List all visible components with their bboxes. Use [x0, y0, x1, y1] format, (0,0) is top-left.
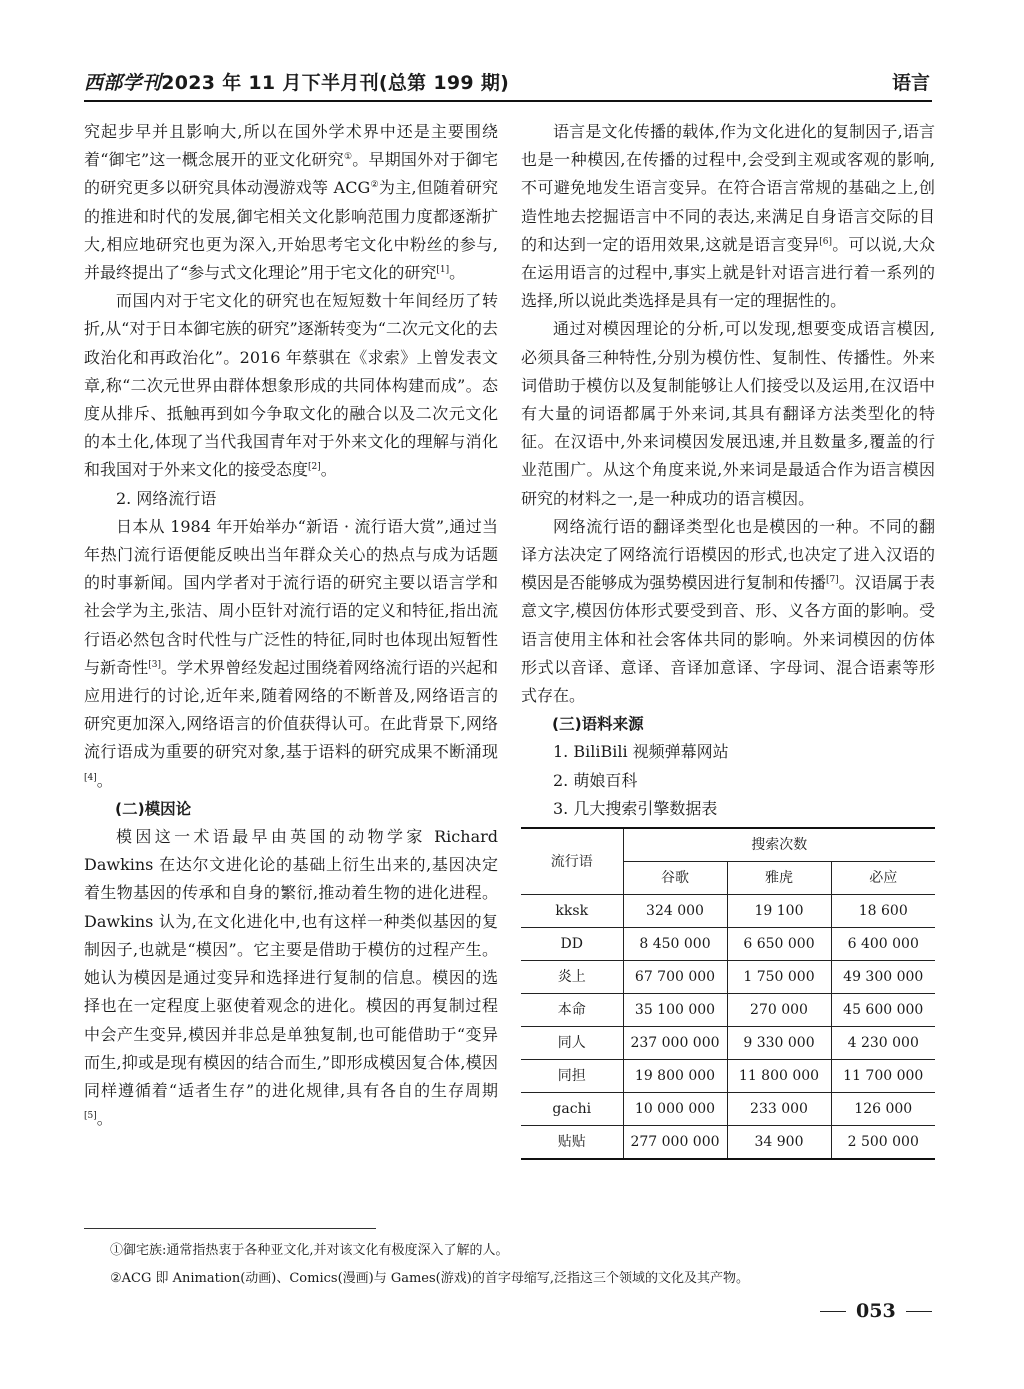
paragraph-text: 究起步早并且影响大,所以在国外学术界中还是主要围绕着“御宅”这一概念展开的亚文化研究 — [84, 122, 498, 170]
table-row — [521, 961, 935, 994]
cell-term: 本命 — [521, 994, 623, 1027]
cell-yahoo: 270 000 — [727, 994, 831, 1027]
table-row — [521, 895, 935, 928]
right-column — [521, 118, 935, 1160]
paragraph — [84, 823, 498, 1133]
table-row — [521, 1126, 935, 1160]
cell-google: 324 000 — [623, 895, 727, 928]
cell-bing: 126 000 — [831, 1093, 935, 1126]
paragraph-text: 日本从 1984 年开始举办“新语 · 流行语大赏”,通过当年热门流行语便能反映出当年群众关心的热点与成为话题的时事新闻。国内学者对于流行语的研究主要以语言学和社会学为主,张洁、周小臣针对流行语的定义和特征,指出流行语必然包含时代性与广泛性的特征,同时也体现出短暂性与新奇性 — [84, 516, 498, 677]
paragraph-text: 。 — [449, 263, 466, 283]
cell-google: 237 000 000 — [623, 1027, 727, 1060]
table-row — [521, 1027, 935, 1060]
cell-term: 贴贴 — [521, 1126, 623, 1160]
paragraph-text: 模因这一术语最早由英国的动物学家 Richard Dawkins 在达尔文进化论的基础上衍生出来的,基因决定着生物基因的传承和自身的繁衍,推动着生物的进化进程。Dawkins 认为,在文化进化中,也有这样一种类似基因的复制因子,也就是“模因”。它主要是借助于模仿的过程产生。她认为模因是通过变异和选择进行复制的信息。模因的选择也在一定程度上驱使着观念的进化。模因的再复制过程中会产生变异,模因并非总是单独复制,也可能借助于“变异而生,抑或是现有模因的结合而生,”即形成模因复合体,模因同样遵循着“适者生存”的进化规律,具有各自的生存周期 — [84, 827, 498, 1100]
cell-bing: 18 600 — [831, 895, 935, 928]
header-bing: 必应 — [831, 862, 935, 895]
subsection-heading: 2. 网络流行语 — [116, 488, 217, 508]
list-item: 3. 几大搜索引擎数据表 — [553, 798, 718, 818]
cell-google: 35 100 000 — [623, 994, 727, 1027]
page-number — [820, 1300, 950, 1322]
cell-bing: 49 300 000 — [831, 961, 935, 994]
paragraph-text: 。 — [320, 460, 337, 480]
section-heading: (三)语料来源 — [552, 715, 644, 734]
cell-google: 8 450 000 — [623, 928, 727, 961]
section-title: 语言 — [891, 72, 930, 94]
left-column — [84, 118, 498, 1133]
page-number-text: 053 — [856, 1300, 896, 1322]
footnote-divider — [84, 1228, 376, 1229]
table-row — [521, 928, 935, 961]
journal-logo: 西部学刊 — [84, 72, 162, 94]
citation: [3] — [148, 659, 161, 670]
paragraph-text: 而国内对于宅文化的研究也在短短数十年间经历了转折,从“对于日本御宅族的研究”逐渐转变为“二次元文化的去政治化和再政治化”。2016 年蔡骐在《求索》上曾发表文章,称“二次元世界由群体想象形成的共同体构建而成”。态度从排斥、抵触再到如今争取文化的融合以及二次元文化的本土化,体现了当代我国青年对于外来文化的理解与消化和我国对于外来文化的接受态度 — [84, 291, 498, 480]
citation: [5] — [84, 1111, 97, 1122]
paragraph-text: 。可以说,大众在运用语言的过程中,事实上就是针对语言进行着一系列的选择,所以说此类选择是具有一定的理据性的。 — [521, 234, 935, 311]
cell-yahoo: 19 100 — [727, 895, 831, 928]
dash-divider — [906, 1311, 932, 1312]
cell-google: 67 700 000 — [623, 961, 727, 994]
paragraph-text: 。 — [96, 1109, 113, 1129]
header-search-count: 搜索次数 — [623, 828, 935, 862]
footnote-marker: ② — [370, 180, 379, 191]
search-count-table-wrapper — [521, 827, 935, 1160]
cell-yahoo: 233 000 — [727, 1093, 831, 1126]
issue-info: 2023 年 11 月下半月刊(总第 199 期) — [161, 72, 510, 94]
cell-bing: 4 230 000 — [831, 1027, 935, 1060]
footnote-1: ①御宅族:通常指热衷于各种亚文化,并对该文化有极度深入了解的人。 — [110, 1243, 509, 1258]
paragraph-text: 语言是文化传播的载体,作为文化进化的复制因子,语言也是一种模因,在传播的过程中,会受到主观或客观的影响,不可避免地发生语言变异。在符合语言常规的基础之上,创造性地去挖掘语言中不同的表达,来满足自身语言交际的目的和达到一定的语用效果,这就是语言变异 — [521, 122, 935, 254]
paragraph — [521, 513, 935, 710]
paragraph — [84, 513, 498, 795]
cell-google: 277 000 000 — [623, 1126, 727, 1160]
cell-yahoo: 34 900 — [727, 1126, 831, 1160]
paragraph-text: 。 — [96, 770, 113, 790]
table-header-row — [521, 828, 935, 862]
cell-term: 炎上 — [521, 961, 623, 994]
running-header — [84, 66, 932, 102]
cell-yahoo: 1 750 000 — [727, 961, 831, 994]
cell-yahoo: 6 650 000 — [727, 928, 831, 961]
paragraph-text: 。早期国外对于御宅的研究更多以研究具体动漫游戏等 ACG — [84, 150, 498, 198]
cell-google: 10 000 000 — [623, 1093, 727, 1126]
cell-yahoo: 11 800 000 — [727, 1060, 831, 1093]
citation: [2] — [308, 462, 321, 473]
paragraph: 通过对模因理论的分析,可以发现,想要变成语言模因,必须具备三种特性,分别为模仿性、复制性、传播性。外来词借助于模仿以及复制能够让人们接受以及运用,在汉语中有大量的词语都属于外来词,其具有翻译方法类型化的特征。在汉语中,外来词模因发展迅速,并且数量多,覆盖的行业范围广。从这个角度来说,外来词是最适合作为语言模因研究的材料之一,是一种成功的语言模因。 — [521, 319, 935, 508]
table-row — [521, 1060, 935, 1093]
footnote-2: ②ACG 即 Animation(动画)、Comics(漫画)与 Games(游戏)的首字母缩写,泛指这三个领域的文化及其产物。 — [110, 1271, 749, 1286]
citation: [7] — [825, 575, 839, 586]
paragraph — [84, 287, 498, 484]
paragraph-text: 为主,但随着研究的推进和时代的发展,御宅相关文化影响范围力度都逐渐扩大,相应地研究也更为深入,开始思考宅文化中粉丝的参与,并最终提出了“参与式文化理论”用于宅文化的研究 — [84, 178, 498, 283]
header-yahoo: 雅虎 — [727, 862, 831, 895]
cell-bing: 11 700 000 — [831, 1060, 935, 1093]
citation: [1] — [436, 265, 450, 276]
search-count-table — [521, 827, 935, 1160]
citation: [4] — [84, 772, 97, 783]
cell-bing: 2 500 000 — [831, 1126, 935, 1160]
footnotes — [110, 1237, 950, 1293]
dash-divider — [820, 1311, 846, 1312]
table-row — [521, 1093, 935, 1126]
citation: [6] — [819, 236, 832, 247]
list-item: 2. 萌娘百科 — [553, 770, 638, 790]
paragraph-text: 。汉语属于表意文字,模因仿体形式要受到音、形、义各方面的影响。受语言使用主体和社会客体共同的影响。外来词模因的仿体形式以音译、意译、音译加意译、字母词、混合语素等形式存在。 — [521, 573, 935, 706]
cell-term: DD — [521, 928, 623, 961]
paragraph — [84, 118, 498, 287]
cell-term: gachi — [521, 1093, 623, 1126]
list-item: 1. BiliBili 视频弹幕网站 — [553, 742, 729, 762]
section-heading: (二)模因论 — [115, 799, 192, 818]
cell-yahoo: 9 330 000 — [727, 1027, 831, 1060]
footnote-marker: ① — [343, 152, 353, 163]
journal-title — [84, 68, 509, 95]
header-google: 谷歌 — [623, 862, 727, 895]
cell-term: 同人 — [521, 1027, 623, 1060]
cell-google: 19 800 000 — [623, 1060, 727, 1093]
cell-bing: 45 600 000 — [831, 994, 935, 1027]
table-row — [521, 994, 935, 1027]
paragraph-text: 网络流行语的翻译类型化也是模因的一种。不同的翻译方法决定了网络流行语模因的形式,也决定了进入汉语的模因是否能够成为强势模因进行复制和传播 — [521, 516, 935, 593]
cell-term: 同担 — [521, 1060, 623, 1093]
header-term: 流行语 — [521, 828, 623, 895]
paragraph-text: 。学术界曾经发起过围绕着网络流行语的兴起和应用进行的讨论,近年来,随着网络的不断普及,网络语言的研究更加深入,网络语言的价值获得认可。在此背景下,网络流行语成为重要的研究对象,基于语料的研究成果不断涌现 — [84, 657, 498, 762]
cell-bing: 6 400 000 — [831, 928, 935, 961]
cell-term: kksk — [521, 895, 623, 928]
paragraph — [521, 118, 935, 315]
